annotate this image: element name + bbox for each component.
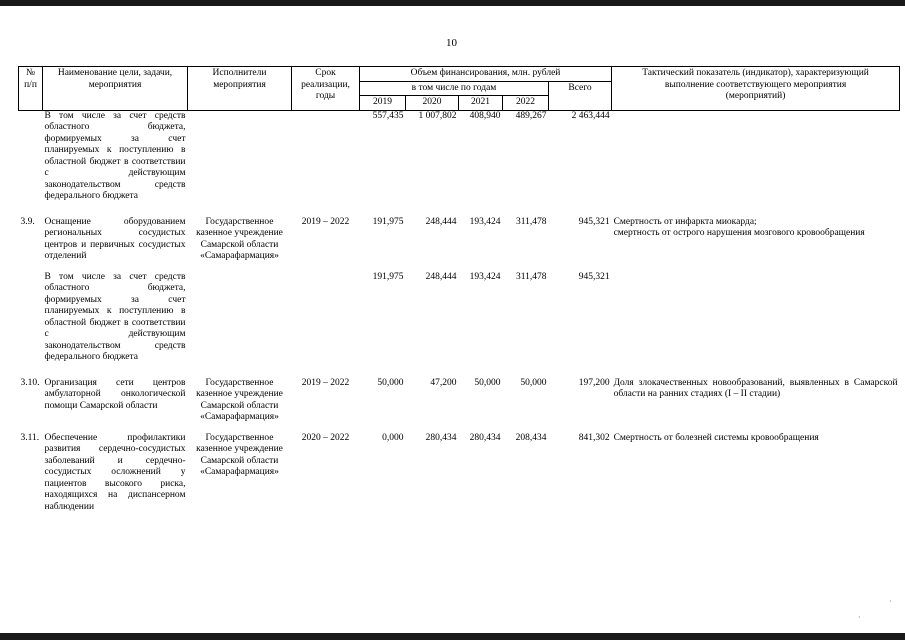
header-year: 2021 (459, 96, 503, 111)
row-value-2020: 280,434 (425, 432, 457, 443)
row-name: Оснащение оборудованием региональных сосудистых центров и первичных сосудистых отделений (44, 216, 186, 261)
header-by-years: в том числе по годам (360, 81, 549, 96)
scan-speck: · (889, 597, 892, 606)
header-term: Срок реализации, годы (292, 67, 360, 111)
row-value-2022: 311,478 (515, 216, 547, 227)
row-total: 945,321 (578, 271, 610, 282)
row-total: 2 463,444 (571, 110, 610, 121)
table-row (19, 110, 900, 203)
scan-speck: · (858, 613, 861, 622)
row-total: 945,321 (578, 216, 610, 227)
header-year: 2019 (360, 96, 406, 111)
table-row (19, 217, 900, 263)
row-value-2020: 47,200 (430, 377, 457, 388)
row-number: 3.11. (20, 432, 40, 443)
row-number: 3.9. (20, 216, 35, 227)
table-row (19, 272, 900, 364)
row-number (19, 272, 43, 364)
row-number (19, 110, 43, 203)
row-value-2021: 280,434 (469, 432, 501, 443)
row-executor: Государственное казенное учреждение Самарской области «Самарафармация» (196, 432, 283, 477)
row-value-2019: 50,000 (377, 377, 404, 388)
row-indicator (612, 272, 900, 364)
row-value-2020: 248,444 (425, 271, 457, 282)
header-name: Наименование цели, задачи, мероприятия (43, 67, 188, 111)
row-total: 841,302 (578, 432, 610, 443)
row-value-2022: 311,478 (515, 271, 547, 282)
header-financing: Объем финансирования, млн. рублей (360, 67, 612, 82)
row-executor: Государственное казенное учреждение Самарской области «Самарафармация» (196, 377, 283, 422)
table-row (19, 433, 900, 514)
row-value-2020: 248,444 (425, 216, 457, 227)
row-value-2022: 208,434 (515, 432, 547, 443)
row-name: Обеспечение профилактики развития сердечно-сосудистых заболеваний и сердечно-сосудистых осложнений у пациентов высокого риска, находящихся на диспансерном наблюдении (44, 432, 186, 512)
scan-border-bottom (0, 633, 905, 640)
row-name: В том числе за счет средств областного бюджета, формируемых за счет планируемых к поступлению в областной бюджет в соответствии с действующим законодательством средств федерального бюджета (44, 271, 186, 362)
row-indicator: Смертность от болезней системы кровообращения (613, 432, 819, 443)
row-name: В том числе за счет средств областного бюджета, формируемых за счет планируемых к поступлению в областной бюджет в соответствии с действующим законодательством средств федерального бюджета (44, 110, 186, 201)
row-indicator: Смертность от инфаркта миокарда; смертность от острого нарушения мозгового кровообращения (613, 216, 865, 238)
row-value-2019: 557,435 (372, 110, 404, 121)
row-total: 197,200 (578, 377, 610, 388)
row-value-2019: 191,975 (372, 216, 404, 227)
row-term (292, 110, 360, 203)
row-value-2020: 1 007,802 (418, 110, 457, 121)
row-term: 2020 – 2022 (301, 432, 350, 443)
header-executors: Исполнители мероприятия (188, 67, 292, 111)
row-number: 3.10. (20, 377, 40, 388)
row-term: 2019 – 2022 (301, 216, 350, 227)
row-value-2021: 193,424 (469, 216, 501, 227)
row-value-2019: 191,975 (372, 271, 404, 282)
row-executor (188, 272, 292, 364)
row-term: 2019 – 2022 (301, 377, 350, 388)
row-value-2021: 193,424 (469, 271, 501, 282)
row-value-2019: 0,000 (382, 432, 404, 443)
header-indicator: Тактический показатель (индикатор), характеризующий выполнение соответствующего мероприятия (мероприятий) (612, 67, 900, 111)
row-name: Организация сети центров амбулаторной онкологической помощи Самарской области (44, 377, 186, 411)
row-indicator: Доля злокачественных новообразований, выявленных в Самарской области на ранних стадиях (I – II стадии) (613, 377, 898, 399)
table-row (19, 378, 900, 424)
scan-border-top (0, 0, 905, 6)
row-executor (188, 110, 292, 203)
row-term (292, 272, 360, 364)
page-number: 10 (446, 37, 457, 49)
row-executor: Государственное казенное учреждение Самарской области «Самарафармация» (196, 216, 283, 261)
header-total: Всего (549, 81, 612, 110)
financing-table (18, 66, 900, 513)
header-number: № п/п (19, 67, 43, 111)
row-value-2022: 489,267 (515, 110, 547, 121)
header-year: 2020 (406, 96, 459, 111)
row-value-2021: 50,000 (474, 377, 501, 388)
row-value-2021: 408,940 (469, 110, 501, 121)
header-year: 2022 (503, 96, 549, 111)
row-indicator (612, 110, 900, 203)
row-value-2022: 50,000 (520, 377, 547, 388)
